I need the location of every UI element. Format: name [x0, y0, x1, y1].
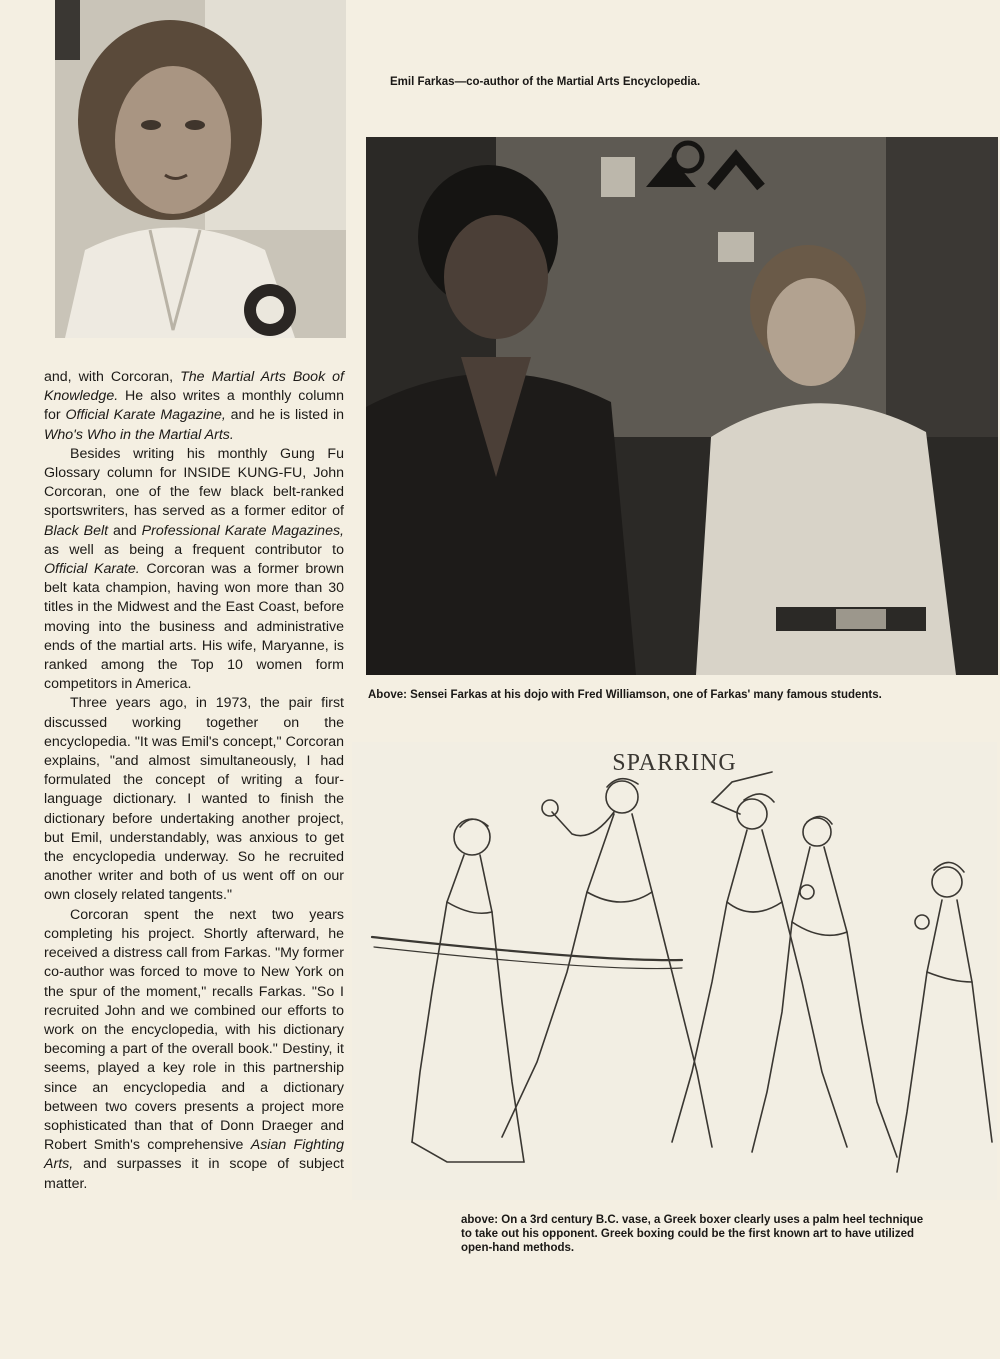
text-run: and he is listed in	[225, 407, 344, 424]
article-paragraph-1	[44, 368, 344, 445]
magazine-title: Official Karate Magazine,	[65, 407, 226, 424]
book-title: The Martial Arts Book of Knowledge.	[44, 369, 344, 405]
magazine-title: Black Belt	[44, 522, 109, 539]
magazine-title: Professional Karate Magazines,	[141, 522, 344, 539]
portrait-illustration	[55, 0, 346, 338]
dojo-illustration	[366, 137, 998, 675]
dojo-photo-caption: Above: Sensei Farkas at his dojo with Fred Williamson, one of Farkas' many famous students.	[368, 689, 882, 701]
dojo-photo	[366, 137, 998, 675]
vase-illustration-caption: above: On a 3rd century B.C. vase, a Greek boxer clearly uses a palm heel technique to take out his opponent. Greek boxing could be the first known art to have utilized open-hand methods.	[461, 1214, 924, 1254]
text-run: He also writes a monthly column for	[44, 388, 344, 424]
book-title: Who's Who in the Martial Arts.	[44, 426, 234, 443]
text-run: and surpasses it in scope of subject matter.	[44, 1156, 344, 1192]
text-run: Besides writing his monthly Gung Fu Glossary column for INSIDE KUNG-FU, John Corcoran, one of the few black belt-ranked sportswriters, has served as a former editor of	[44, 445, 344, 520]
text-run: and, with Corcoran,	[44, 369, 181, 385]
illustration-title: SPARRING	[612, 750, 737, 776]
greek-boxers-drawing	[352, 742, 997, 1200]
text-run: as well as being a frequent contributor to	[44, 541, 344, 558]
article-paragraph-3: Three years ago, in 1973, the pair first discussed working together on the encyclopedia. "It was Emil's concept," Corcoran explains, "and almost simultaneously, I had formulated the concept of writing a four-language dictionary. I wanted to finish the dictionary before undertaking another project, but Emil, understandably, was anxious to get the encyclopedia underway. So he recruited another writer and both of us went off on our own closely related tangents."	[44, 695, 344, 904]
portrait-photo	[55, 0, 346, 338]
article-body	[44, 368, 344, 1194]
top-photo-caption: Emil Farkas—co-author of the Martial Arts Encyclopedia.	[390, 76, 701, 88]
text-run: and	[108, 522, 142, 539]
vase-illustration	[352, 742, 997, 1200]
article-paragraph-4	[44, 906, 344, 1194]
text-run: Corcoran spent the next two years completing his project. Shortly afterward, he received a distress call from Farkas. "My former co-author was forced to move to New York on the spur of the moment," recalls Farkas. "So I recruited John and we combined our efforts to work on the encyclopedia, with his dictionary becoming a part of the overall book." Destiny, it seems, played a key role in this partnership since an encyclopedia and a dictionary between two covers presents a project more sophisticated than that of Donn Draeger and Robert Smith's comprehensive	[44, 906, 344, 1154]
text-run: Corcoran was a former brown belt kata champion, having won more than 30 titles in the Midwest and the East Coast, before moving into the business and administrative ends of the martial arts. His wife, Maryanne, is ranked among the Top 10 women form competitors in America.	[44, 561, 344, 693]
magazine-title: Official Karate.	[44, 561, 140, 578]
book-title: Asian Fighting Arts,	[44, 1137, 345, 1173]
article-paragraph-2	[44, 445, 344, 695]
